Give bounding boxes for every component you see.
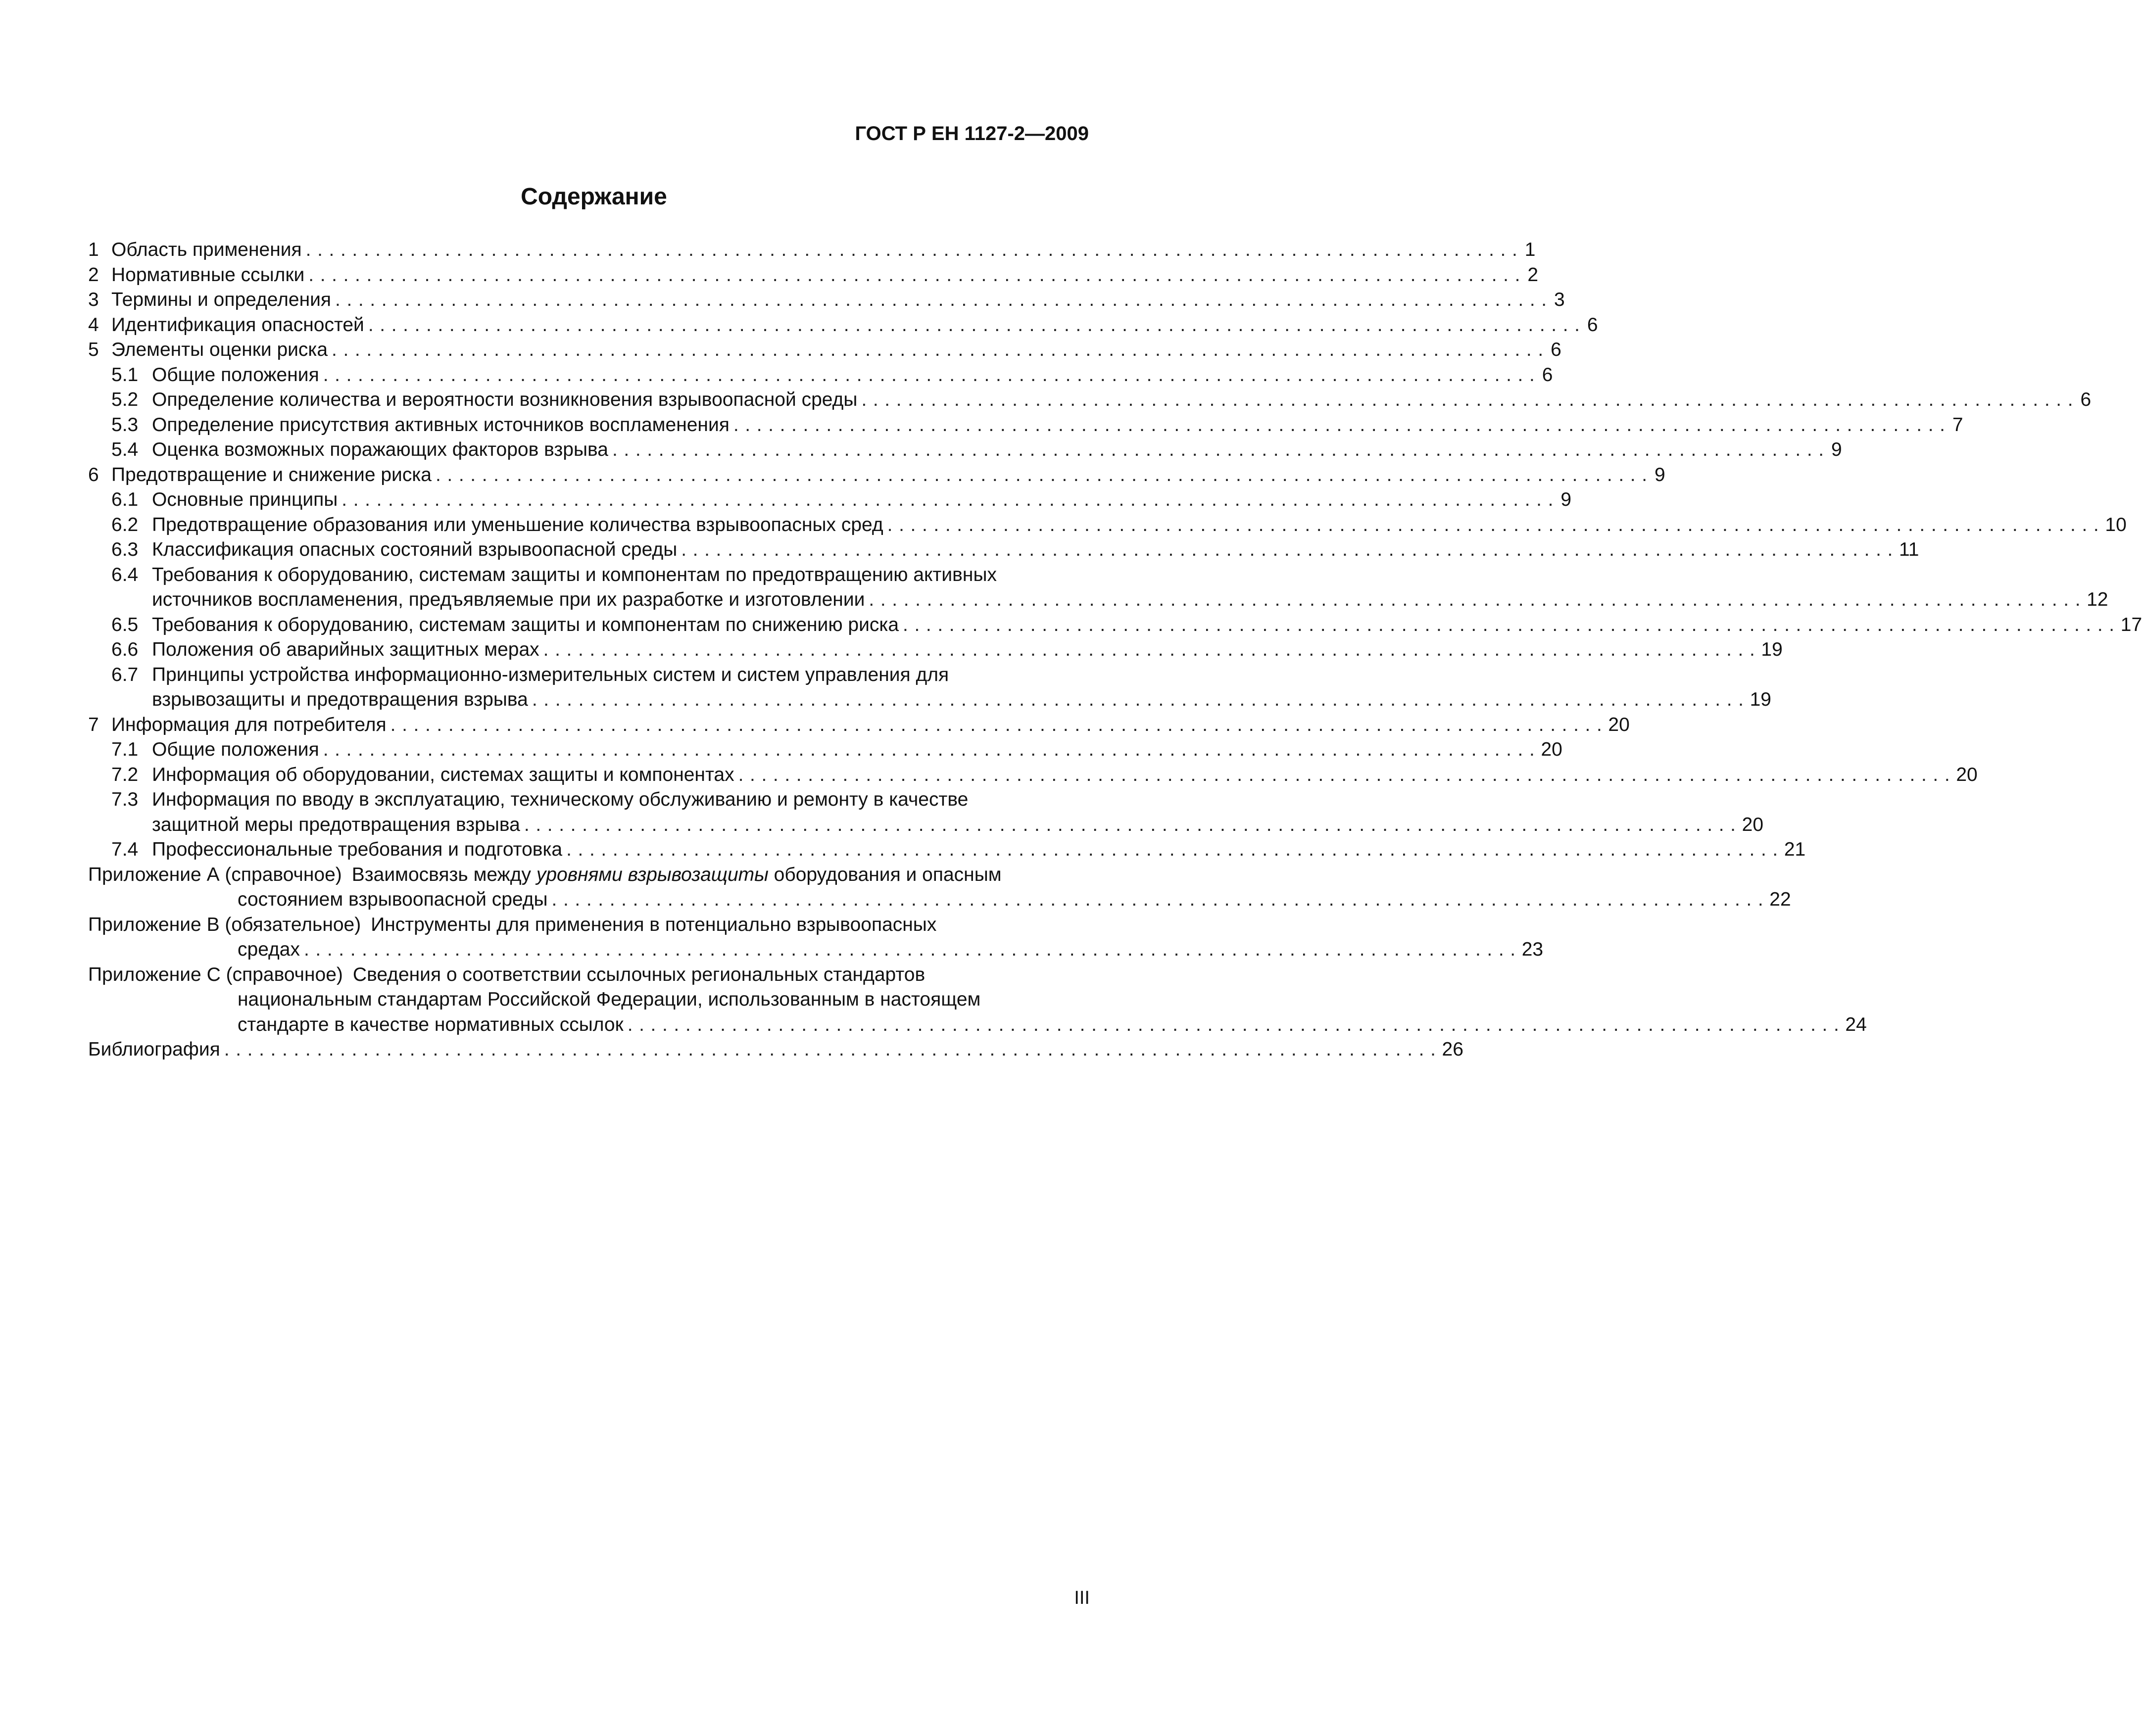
appendix-label: Приложение В (обязательное) [88, 914, 361, 935]
toc-entry-line [111, 637, 1783, 663]
toc-entry-title: Предотвращение и снижение риска [111, 464, 432, 485]
toc-entry-page: 17 [2120, 614, 2142, 635]
toc-entry-title: Определение присутствия активных источников воспламенения [152, 414, 730, 435]
toc-entry-page: 26 [1442, 1039, 1463, 1060]
toc-entry-title: стандарте в качестве нормативных ссылок [238, 1013, 624, 1035]
toc-entry-line [88, 1013, 1867, 1038]
toc-entry-number: 5 [88, 339, 99, 360]
toc-entry-page: 7 [1952, 414, 1963, 435]
toc-entry-page: 19 [1750, 689, 1771, 710]
toc-entry-title: защитной меры предотвращения взрыва [152, 814, 520, 835]
toc-entry [88, 737, 1562, 763]
toc-entry-line [111, 763, 1978, 788]
toc-entry-number: 6.6 [111, 639, 139, 660]
toc-entry-number: 6.4 [111, 564, 139, 585]
toc-entry-page: 24 [1845, 1013, 1867, 1035]
appendix-label: Приложение С (справочное) [88, 964, 343, 985]
dot-leader: ......................................................................................................... [332, 339, 1550, 360]
toc-entry-page: 23 [1521, 939, 1544, 960]
toc-entry-page: 20 [1541, 739, 1562, 760]
toc-entry-line [111, 537, 1919, 563]
dot-leader: ......................................................................................................... [390, 714, 1608, 735]
toc-entry-line [88, 238, 1536, 263]
toc-entry-title: Идентификация опасностей [111, 314, 364, 336]
toc-entry-page: 9 [1560, 489, 1572, 510]
toc-entry-title: Принципы устройства информационно-измерительных систем и систем управления для [152, 664, 949, 685]
toc-entry-line [88, 263, 1539, 288]
dot-leader: ......................................................................................................... [305, 239, 1524, 260]
dot-leader: ......................................................................................................... [733, 414, 1951, 435]
toc-entry-line [111, 813, 1764, 838]
toc-entry-page: 20 [1608, 714, 1630, 735]
toc-entry-title: Предотвращение образования или уменьшение количества взрывоопасных сред [152, 514, 883, 535]
toc-entry-page: 2 [1527, 264, 1539, 286]
dot-leader: ......................................................................................................... [543, 639, 1761, 660]
toc-entry-line [111, 587, 2108, 613]
toc-entry-page: 1 [1524, 239, 1536, 260]
toc-entry-line [111, 837, 1806, 863]
toc-entry-number: 3 [88, 289, 99, 310]
toc-entry-number: 6.2 [111, 514, 139, 535]
toc-appendix [88, 963, 1867, 1038]
toc-entry-title: Основные принципы [152, 489, 338, 510]
dot-leader: ......................................................................................................... [551, 889, 1770, 910]
dot-leader: ......................................................................................................... [435, 464, 1654, 485]
page-number: III [1074, 1588, 1090, 1608]
toc-entry-number: 6.5 [111, 614, 139, 635]
appendix-title [371, 913, 936, 938]
toc-entry-line [88, 887, 1791, 913]
toc-entry-page: 20 [1956, 764, 1978, 785]
appendix-title-part: оборудования и опасным [768, 864, 1002, 885]
toc-entry [88, 837, 1806, 863]
toc-entry-number: 7.4 [111, 839, 139, 860]
toc-entry [88, 463, 1665, 488]
toc-entry-title: Общие положения [152, 364, 319, 386]
toc-entry-page: 9 [1654, 464, 1665, 485]
appendix-title-italic: уровнями взрывозащиты [536, 864, 769, 885]
toc-entry-title: Область применения [111, 239, 302, 260]
toc-entry [88, 763, 1978, 788]
toc-entry [88, 613, 2142, 638]
toc-entry-page: 10 [2105, 514, 2127, 535]
appendix-title [353, 963, 925, 988]
toc-entry-title: Информация для потребителя [111, 714, 387, 735]
toc-entry-title: Термины и определения [111, 289, 332, 310]
toc-entry-title: Классификация опасных состояний взрывоопасной среды [152, 539, 678, 560]
toc-entry-page: 21 [1784, 839, 1806, 860]
dot-leader: ......................................................................................................... [341, 489, 1560, 510]
toc-entry-title: источников воспламенения, предъявляемые при их разработке и изготовлении [152, 589, 865, 610]
toc-entry-line [111, 737, 1562, 763]
toc-entry-number: 5.1 [111, 364, 139, 386]
toc-entry-line [88, 963, 1090, 988]
toc-entry [88, 313, 1598, 338]
toc-entry [88, 663, 1771, 713]
dot-leader: ......................................................................................................... [627, 1013, 1846, 1035]
toc-entry-page: 19 [1761, 639, 1783, 660]
toc-entry-page: 6 [1551, 339, 1561, 360]
toc-title: Содержание [521, 184, 667, 210]
dot-leader: ......................................................................................................... [323, 364, 1541, 386]
table-of-contents [88, 238, 2142, 1062]
toc-entry-line [111, 413, 1963, 438]
toc-entry-line [111, 487, 1572, 513]
toc-entry-number: 7 [88, 714, 99, 735]
toc-entry [88, 387, 2092, 413]
toc-entry [88, 288, 1565, 313]
toc-entry-line [88, 313, 1598, 338]
toc-entry-line [88, 463, 1665, 488]
toc-entry-line [111, 663, 1090, 688]
appendix-title-part: Инструменты для применения в потенциально взрывоопасных [371, 914, 937, 935]
dot-leader: ......................................................................................................... [224, 1039, 1442, 1060]
toc-entry-page: 9 [1831, 439, 1842, 460]
toc-entry-title: средах [238, 939, 300, 960]
toc-entry-title: Требования к оборудованию, системам защиты и компонентам по снижению риска [152, 614, 899, 635]
toc-entry-title: состоянием взрывоопасной среды [238, 889, 548, 910]
toc-bibliography [88, 1037, 1463, 1062]
toc-appendix [88, 913, 1544, 963]
dot-leader: ......................................................................................................... [524, 814, 1742, 835]
toc-entry-line [88, 338, 1561, 363]
toc-entry-line [88, 937, 1544, 963]
toc-entry-title: Информация по вводу в эксплуатацию, техническому обслуживанию и ремонту в качестве [152, 789, 969, 810]
document-code: ГОСТ Р ЕН 1127-2—2009 [855, 123, 1089, 145]
toc-entry-number: 6.7 [111, 664, 139, 685]
toc-entry [88, 487, 1572, 513]
appendix-title: национальным стандартам Российской Федерации, использованным в настоящем [238, 989, 981, 1010]
toc-entry-line [88, 713, 1630, 738]
toc-entry-title: Нормативные ссылки [111, 264, 305, 286]
appendix-title [352, 863, 1002, 888]
dot-leader: ......................................................................................................... [887, 514, 2105, 535]
dot-leader: ......................................................................................................... [566, 839, 1784, 860]
toc-entry [88, 637, 1783, 663]
toc-entry-title: взрывозащиты и предотвращения взрыва [152, 689, 528, 710]
dot-leader: ......................................................................................................... [681, 539, 1899, 560]
dot-leader: ......................................................................................................... [335, 289, 1553, 310]
toc-entry-line [88, 913, 1090, 938]
toc-entry [88, 537, 1919, 563]
appendix-title-part: Сведения о соответствии ссылочных региональных стандартов [352, 964, 925, 985]
toc-entry-page: 22 [1769, 889, 1791, 910]
toc-entry-line [111, 687, 1771, 713]
toc-entry [88, 713, 1630, 738]
toc-entry-title: Информация об оборудовании, системах защиты и компонентах [152, 764, 734, 785]
toc-entry [88, 437, 1842, 463]
toc-entry-page: 6 [1542, 364, 1553, 386]
toc-entry-line [111, 787, 1090, 813]
toc-entry-page: 6 [1587, 314, 1598, 336]
toc-entry-number: 6.1 [111, 489, 139, 510]
toc-entry-number: 1 [88, 239, 99, 260]
dot-leader: ......................................................................................................... [323, 739, 1541, 760]
toc-entry-number: 7.2 [111, 764, 139, 785]
dot-leader: ......................................................................................................... [532, 689, 1750, 710]
toc-entry-line [111, 437, 1842, 463]
toc-entry-page: 11 [1899, 539, 1919, 560]
toc-entry [88, 363, 1553, 388]
dot-leader: ......................................................................................................... [303, 939, 1522, 960]
toc-entry-line [111, 387, 2092, 413]
toc-entry [88, 238, 1536, 263]
appendix-title-part: Взаимосвязь между [351, 864, 536, 885]
toc-entry-title: Профессиональные требования и подготовка [152, 839, 563, 860]
toc-entry-number: 5.2 [111, 389, 139, 410]
toc-appendix [88, 863, 1791, 913]
toc-entry-line [111, 513, 2127, 538]
toc-entry-title: Общие положения [152, 739, 319, 760]
appendix-label: Приложение А (справочное) [88, 864, 342, 885]
toc-entry-line [88, 987, 1090, 1013]
dot-leader: ......................................................................................................... [738, 764, 1956, 785]
toc-entry [88, 513, 2127, 538]
toc-entry-title: Определение количества и вероятности возникновения взрывоопасной среды [152, 389, 858, 410]
toc-entry-number: 7.3 [111, 789, 139, 810]
toc-entry-title: Библиография [88, 1039, 220, 1060]
toc-entry-number: 6 [88, 464, 99, 485]
toc-entry-title: Элементы оценки риска [111, 339, 328, 360]
toc-entry-title: Оценка возможных поражающих факторов взрыва [152, 439, 608, 460]
toc-entry-line [111, 613, 2142, 638]
toc-entry-number: 2 [88, 264, 99, 286]
toc-entry [88, 563, 2108, 613]
toc-entry [88, 338, 1561, 363]
toc-entry [88, 263, 1539, 288]
toc-entry-line [88, 288, 1565, 313]
toc-entry-number: 4 [88, 314, 99, 336]
toc-entry-line [111, 563, 1090, 588]
toc-entry-page: 6 [2080, 389, 2092, 410]
toc-entry-page: 12 [2087, 589, 2108, 610]
toc-entry-line [111, 363, 1553, 388]
dot-leader: ......................................................................................................... [368, 314, 1586, 336]
dot-leader: ......................................................................................................... [861, 389, 2080, 410]
dot-leader: ......................................................................................................... [612, 439, 1830, 460]
toc-entry-line [88, 1037, 1463, 1062]
toc-entry-page: 20 [1742, 814, 1764, 835]
dot-leader: ......................................................................................................... [869, 589, 2087, 610]
toc-entry-number: 6.3 [111, 539, 139, 560]
toc-entry-page: 3 [1554, 289, 1565, 310]
toc-entry-title: Положения об аварийных защитных мерах [152, 639, 539, 660]
toc-entry [88, 413, 1963, 438]
toc-entry-title: Требования к оборудованию, системам защиты и компонентам по предотвращению активных [152, 564, 997, 585]
toc-entry-number: 5.3 [111, 414, 139, 435]
toc-entry [88, 787, 1764, 837]
toc-entry-number: 7.1 [111, 739, 139, 760]
dot-leader: ......................................................................................................... [903, 614, 2121, 635]
toc-entry-number: 5.4 [111, 439, 139, 460]
toc-entry-line [88, 863, 1090, 888]
dot-leader: ......................................................................................................... [308, 264, 1527, 286]
